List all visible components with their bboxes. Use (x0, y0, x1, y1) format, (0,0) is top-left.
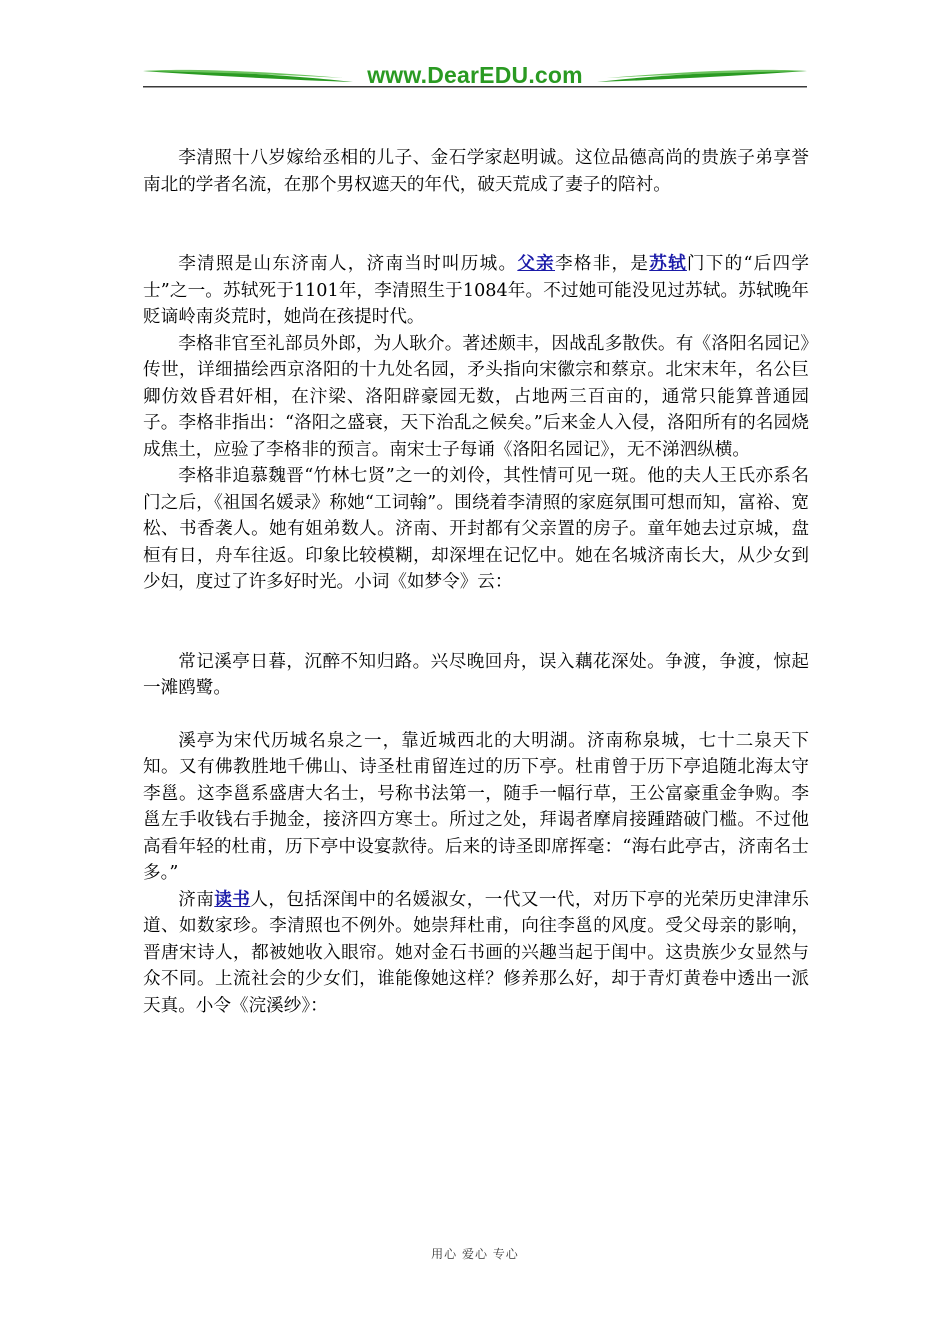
paragraph-marriage: 李清照十八岁嫁给丞相的儿子、金石学家赵明诚。这位品德高尚的贵族子弟享誉南北的学者名流，在那个男权遮天的年代，破天荒成了妻子的陪衬。 (143, 148, 809, 195)
site-header (143, 58, 807, 98)
link-reading[interactable]: 读书 (214, 888, 251, 910)
paragraph-li-gefei: 李格非官至礼部员外郎，为人耿介。著述颇丰，因战乱多散佚。有《洛阳名园记》传世，详细描绘西京洛阳的十九处名园，矛头指向宋徽宗和蔡京。北宋末年，名公巨卿仿效昏君奸相，在汴梁、洛阳辟豪园无数，占地两三百亩的，通常只能算普通园子。李格非指出：“洛阳之盛衰，天下治乱之候矣。”后来金人入侵，洛阳所有的名园烧成焦土，应验了李格非的预言。南宋士子每诵《洛阳名园记》，无不涕泗纵横。 (143, 333, 809, 460)
link-father[interactable]: 父亲 (517, 253, 556, 274)
poem-rumengling: 常记溪亭日暮，沉醉不知归路。兴尽晚回舟，误入藕花深处。争渡，争渡，惊起一滩鸥鹭。 (143, 651, 809, 698)
article-body (143, 145, 809, 1019)
paragraph-family: 李格非追慕魏晋“竹林七贤”之一的刘伶，其性情可见一斑。他的夫人王氏亦系名门之后，《祖国名媛录》称她“工词翰”。围绕着李清照的家庭氛围可想而知，富裕、宽松、书香袭人。她有姐弟数人。济南、开封都有父亲置的房子。童年她去过京城，盘桓有日，舟车往返。印象比较模糊，却深埋在记忆中。她在名城济南长大，从少女到少妇，度过了许多好时光。小词《如梦令》云： (143, 466, 809, 592)
site-name[interactable]: www.DearEDU.com (367, 62, 583, 88)
paragraph-origin: 李清照是山东济南人，济南当时叫历城。父亲李格非，是苏轼门下的“后四学士”之一。苏轼死于1101年，李清照生于1084年。不过她可能没见过苏轼。苏轼晚年贬谪岭南炎荒时，她尚在孩提时代。 (143, 253, 809, 327)
page-footer: 用心 爱心 专心 (431, 1247, 519, 1261)
paragraph-xiting: 溪亭为宋代历城名泉之一，靠近城西北的大明湖。济南称泉城，七十二泉天下知。又有佛教胜地千佛山、诗圣杜甫留连过的历下亭。杜甫曾于历下亭追随北海太守李邕。这李邕系盛唐大名士，号称书法第一，随手一幅行草，王公富豪重金争购。李邕左手收钱右手抛金，接济四方寒士。所过之处，拜谒者摩肩接踵踏破门槛。不过他高看年轻的杜甫，历下亭中设宴款待。后来的诗圣即席挥毫：“海右此亭古，济南名士多。” (143, 730, 809, 883)
paragraph-jinan-readers: 济南读书人，包括深闺中的名媛淑女，一代又一代，对历下亭的光荣历史津津乐道、如数家珍。李清照也不例外。她崇拜杜甫，向往李邕的风度。受父母亲的影响，晋唐宋诗人，都被她收入眼帘。她对金石书画的兴趣当起于闺中。这贵族少女显然与众不同。上流社会的少女们，谁能像她这样？修养那么好，却于青灯黄卷中透出一派天真。小令《浣溪纱》： (143, 888, 809, 1016)
link-su-shi[interactable]: 苏轼 (649, 253, 687, 274)
